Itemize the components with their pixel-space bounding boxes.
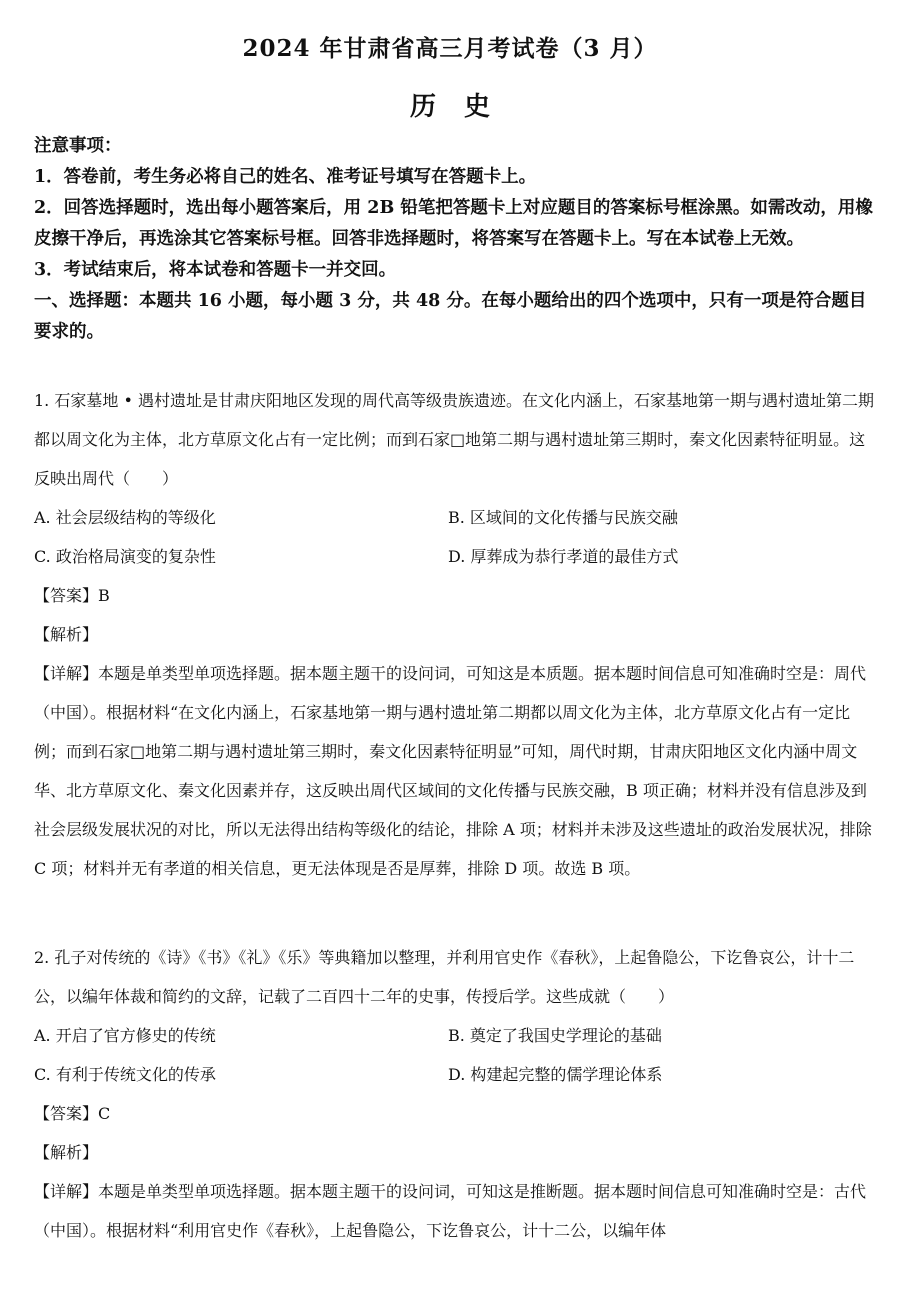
option-a: A. 开启了官方修史的传统 bbox=[34, 1026, 216, 1045]
option-b: B. 区域间的文化传播与民族交融 bbox=[448, 508, 678, 527]
option-d: D. 构建起完整的儒学理论体系 bbox=[448, 1065, 663, 1084]
option-b: B. 奠定了我国史学理论的基础 bbox=[448, 1026, 662, 1045]
option-c: C. 政治格局演变的复杂性 bbox=[34, 547, 216, 566]
question-1 bbox=[34, 381, 874, 888]
notice-item-2: 2．回答选择题时，选出每小题答案后，用 2B 铅笔把答题卡上对应题目的答案标号框涂黑。如需改动，用橡皮擦干净后，再选涂其它答案标号框。回答非选择题时，将答案写在答题卡上。写在本试卷上无效。 bbox=[34, 198, 873, 249]
exam-title: 2024 年甘肃省高三月考试卷（3 月） bbox=[242, 35, 658, 62]
answer-label: 【答案】C bbox=[34, 1104, 111, 1123]
question-stem: 1. 石家墓地 • 遇村遗址是甘肃庆阳地区发现的周代高等级贵族遗迹。在文化内涵上，石家基地第一期与遇村遗址第二期都以周文化为主体，北方草原文化占有一定比例；而到石家□地第二期与遇村遗址第三期时，秦文化因素特征明显。这反映出周代（ ） bbox=[34, 391, 874, 488]
notice-item-3: 3．考试结束后，将本试卷和答题卡一并交回。 bbox=[34, 260, 397, 280]
detail-text: 【详解】本题是单类型单项选择题。据本题主题干的设问词，可知这是本质题。据本题时间信息可知准确时空是：周代（中国）。根据材料“在文化内涵上，石家基地第一期与遇村遗址第二期都以周文化为主体，北方草原文化占有一定比例；而到石家□地第二期与遇村遗址第三期时，秦文化因素特征明显”可知，周代时期，甘肃庆阳地区文化内涵中周文华、北方草原文化、秦文化因素并存，这反映出周代区域间的文化传播与民族交融，B 项正确；材料并没有信息涉及到社会层级发展状况的对比，所以无法得出结构等级化的结论，排除 A 项；材料并未涉及这些遗址的政治发展状况，排除 C 项；材料并无有孝道的相关信息，更无法体现是否是厚葬，排除 D 项。故选 B 项。 bbox=[34, 664, 872, 878]
analysis-label: 【解析】 bbox=[34, 1143, 99, 1162]
notice-heading: 注意事项： bbox=[34, 136, 122, 156]
section-heading: 一、选择题：本题共 16 小题，每小题 3 分，共 48 分。在每小题给出的四个选项中，只有一项是符合题目要求的。 bbox=[34, 291, 867, 342]
option-row bbox=[34, 1016, 874, 1055]
option-row bbox=[34, 1055, 874, 1094]
question-stem: 2. 孔子对传统的《诗》《书》《礼》《乐》等典籍加以整理，并利用官史作《春秋》，上起鲁隐公，下讫鲁哀公，计十二公，以编年体裁和简约的文辞，记载了二百四十二年的史事，传授后学。这些成就（ ） bbox=[34, 948, 855, 1006]
option-row bbox=[34, 537, 874, 576]
question-2 bbox=[34, 938, 874, 1250]
notice-item-1: 1．答卷前，考生务必将自己的姓名、准考证号填写在答题卡上。 bbox=[34, 167, 537, 187]
detail-text: 【详解】本题是单类型单项选择题。据本题主题干的设问词，可知这是推断题。据本题时间信息可知准确时空是：古代（中国）。根据材料“利用官史作《春秋》，上起鲁隐公，下讫鲁哀公，计十二公，以编年体 bbox=[34, 1182, 867, 1240]
option-c: C. 有利于传统文化的传承 bbox=[34, 1065, 216, 1084]
option-d: D. 厚葬成为恭行孝道的最佳方式 bbox=[448, 547, 679, 566]
notice-block bbox=[34, 131, 874, 348]
option-row bbox=[34, 498, 874, 537]
answer-label: 【答案】B bbox=[34, 586, 110, 605]
analysis-label: 【解析】 bbox=[34, 625, 99, 644]
option-a: A. 社会层级结构的等级化 bbox=[34, 508, 216, 527]
subject-title: 历史 bbox=[409, 92, 518, 122]
